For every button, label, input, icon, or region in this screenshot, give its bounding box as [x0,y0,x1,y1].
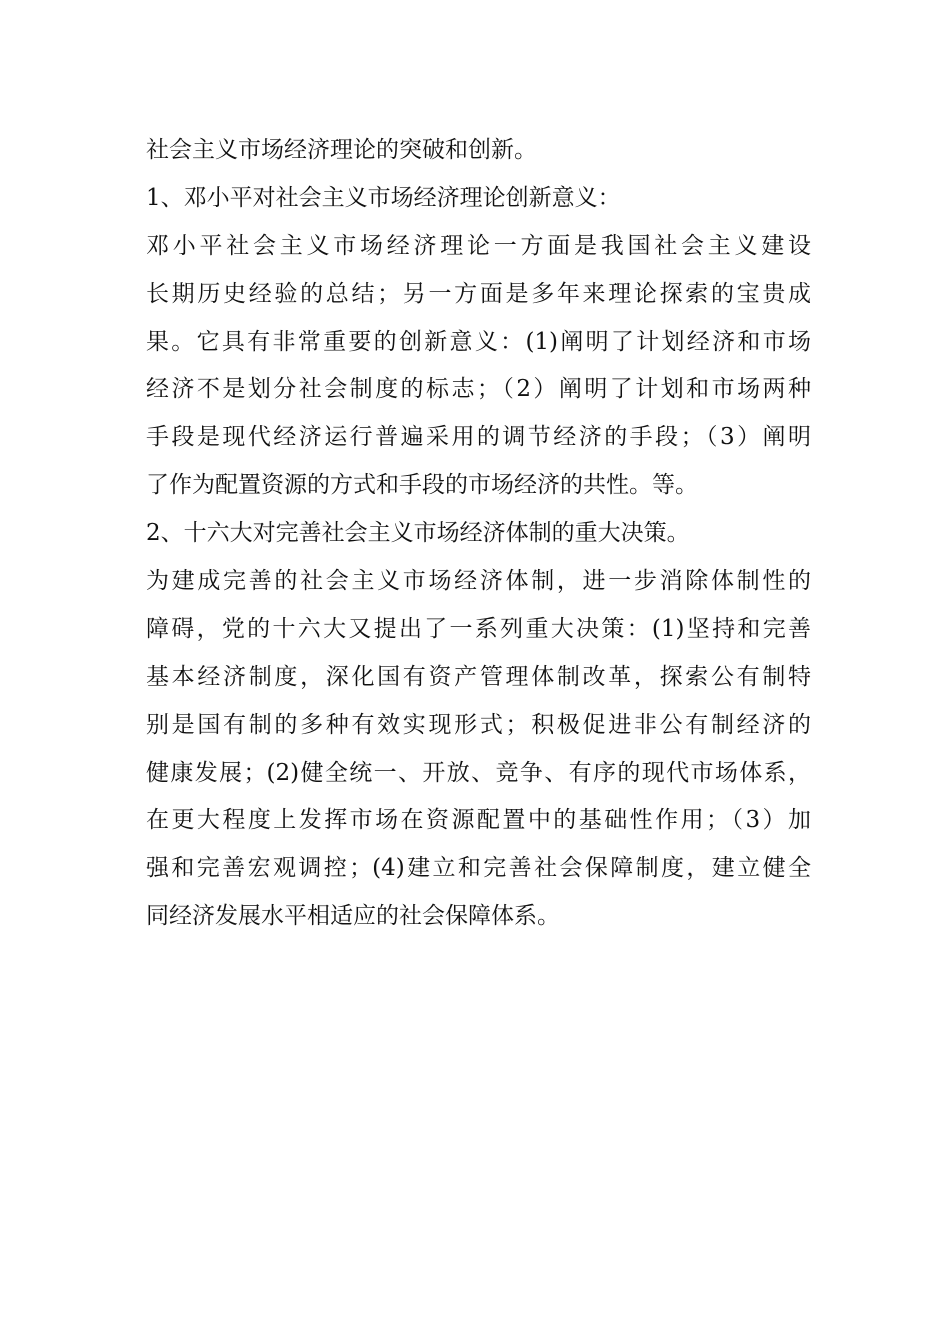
text-line: 健康发展；(2)健全统一、开放、竞争、有序的现代市场体系， [146,759,811,786]
text-line: 同经济发展水平相适应的社会保障体系。 [146,903,560,930]
text-line: 果。它具有非常重要的创新意义：(1)阐明了计划经济和市场 [146,328,811,355]
text-line: 基本经济制度，深化国有资产管理体制改革，探索公有制特 [146,663,811,690]
text-line: 社会主义市场经济理论的突破和创新。 [146,137,537,163]
text-line: 障碍，党的十六大又提出了一系列重大决策：(1)坚持和完善 [146,615,811,642]
section-heading: 1、邓小平对社会主义市场经济理论创新意义： [146,184,621,211]
text-line: 别是国有制的多种有效实现形式；积极促进非公有制经济的 [146,711,811,738]
document-body [146,130,811,944]
text-line: 邓小平社会主义市场经济理论一方面是我国社会主义建设 [146,232,811,259]
text-line: 经济不是划分社会制度的标志；（2）阐明了计划和市场两种 [146,376,811,403]
section-heading: 2、十六大对完善社会主义市场经济体制的重大决策。 [146,520,690,547]
text-line: 在更大程度上发挥市场在资源配置中的基础性作用；（3）加 [146,807,811,834]
text-line: 为建成完善的社会主义市场经济体制，进一步消除体制性的 [146,568,811,595]
text-line: 了作为配置资源的方式和手段的市场经济的共性。等。 [146,472,698,499]
text-line: 长期历史经验的总结；另一方面是多年来理论探索的宝贵成 [146,280,811,307]
text-line: 手段是现代经济运行普遍采用的调节经济的手段；（3）阐明 [146,424,811,451]
text-line: 强和完善宏观调控；(4)建立和完善社会保障制度，建立健全 [146,855,811,882]
